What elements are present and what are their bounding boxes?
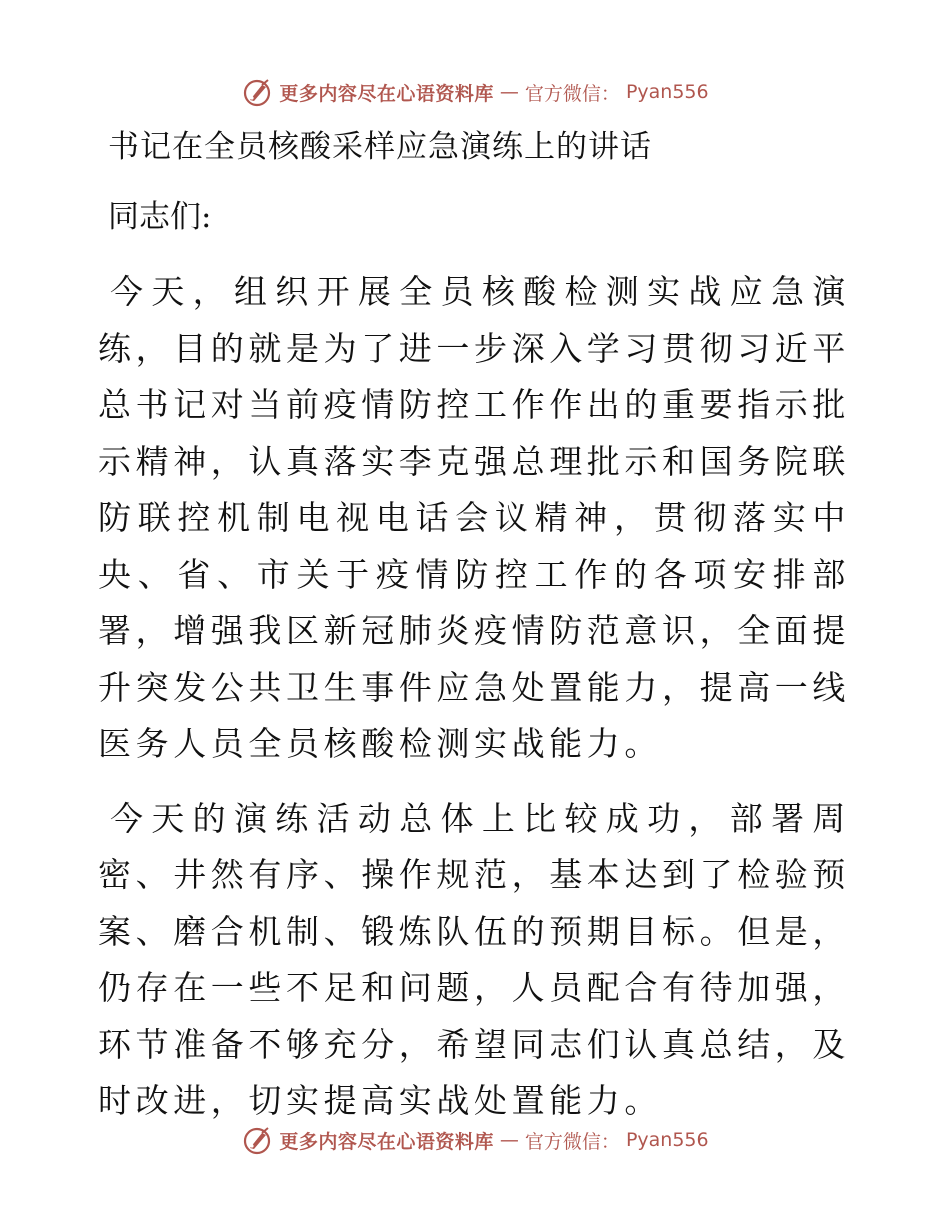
quill-logo-icon [241, 76, 273, 108]
watermark-separator: — [499, 81, 519, 103]
watermark-account-handle: Pyan556 [625, 1129, 709, 1151]
greeting: 同志们: [108, 199, 212, 235]
paragraph: 今天的演练活动总体上比较成功，部署周密、井然有序、操作规范，基本达到了检验预案、磨合机制、锻炼队伍的预期目标。但是，仍存在一些不足和问题，人员配合有待加强，环节准备不够充分，希望同志们认真总结，及时改进，切实提高实战处置能力。 [98, 798, 850, 1120]
watermark-account-label: 官方微信： [524, 82, 620, 105]
watermark-account-label: 官方微信： [524, 1130, 620, 1153]
document-body [98, 118, 850, 1130]
header-watermark [0, 72, 950, 112]
paragraph: 今天，组织开展全员核酸检测实战应急演练，目的就是为了进一步深入学习贯彻习近平总书记对当前疫情防控工作作出的重要指示批示精神，认真落实李克强总理批示和国务院联防联控机制电视电话会议精神，贯彻落实中央、省、市关于疫情防控工作的各项安排部署，增强我区新冠肺炎疫情防范意识，全面提升突发公共卫生事件应急处置能力，提高一线医务人员全员核酸检测实战能力。 [98, 272, 850, 763]
watermark-site-text: 更多内容尽在心语资料库 [279, 82, 494, 105]
watermark-site-text: 更多内容尽在心语资料库 [279, 1130, 494, 1153]
document-title: 书记在全员核酸采样应急演练上的讲话 [108, 129, 652, 165]
quill-logo-icon [241, 1124, 273, 1156]
watermark-account-handle: Pyan556 [625, 81, 709, 103]
footer-watermark [0, 1120, 950, 1160]
watermark-separator: — [499, 1129, 519, 1151]
